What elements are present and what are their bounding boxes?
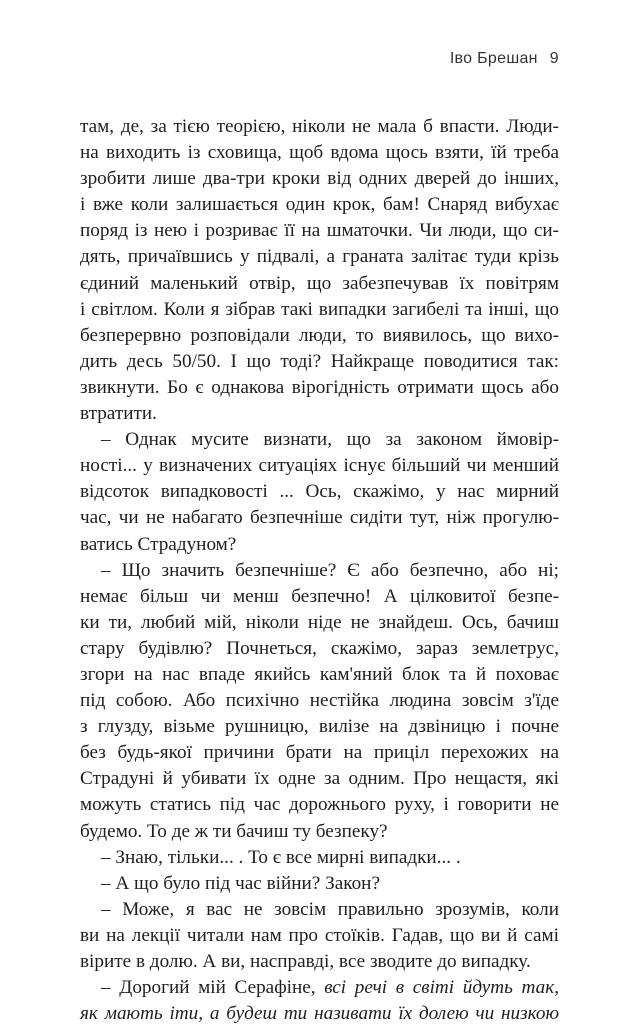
- text-line: на виходить із сховища, щоб вдома щось взяти, їй треба: [80, 142, 559, 164]
- text-span: – Дорогий мій Серафіне,: [101, 977, 325, 999]
- text-line: під собою. Або психічно нестійка людина зовсім з'їде: [80, 690, 559, 712]
- author-name: Іво Брешан: [449, 50, 538, 67]
- text-line: стару будівлю? Почнеться, скажімо, зараз землетрус,: [80, 637, 559, 659]
- body-text: [80, 114, 559, 1027]
- text-line: безперервно розповідали люди, то виявилось, що вихо-: [80, 324, 559, 346]
- running-head: [450, 50, 559, 68]
- text-line: ватись Страдуном?: [80, 533, 237, 555]
- text-line: немає більш чи менш безпечно! А цілковитої безпе-: [80, 585, 559, 607]
- text-line: дить десь 50/50. І що тоді? Найкраще поводитися так:: [80, 350, 559, 372]
- text-line: [80, 975, 559, 1001]
- text-line: і вже коли залишається один крок, бам! Снаряд вибухає: [80, 194, 559, 216]
- text-line: і світлом. Коли я зібрав такі випадки загибелі та інші, що: [80, 298, 559, 320]
- italic-text-span: всі речі в світі йдуть так,: [324, 977, 559, 999]
- text-line: відсоток випадковості ... Ось, скажімо, у нас мирний: [80, 481, 559, 503]
- text-line: – Однак мусите визнати, що за законом ймовір-: [101, 429, 559, 451]
- text-line: будемо. То де ж ти бачиш ту безпеку?: [80, 820, 388, 842]
- text-line: як мають іти, а будеш ти називати їх долею чи низкою: [80, 1003, 559, 1025]
- text-line: час, чи не набагато безпечніше сидіти тут, ніж прогулю-: [80, 507, 559, 529]
- text-line: – Що значить безпечніше? Є або безпечно, або ні;: [101, 559, 559, 581]
- text-line: можуть статись під час дорожнього руху, і говорити не: [80, 794, 559, 816]
- text-line: поряд із нею і розриває її на шматочки. Чи люди, що си-: [80, 220, 559, 242]
- text-line: єдиний маленький отвір, що забезпечував їх повітрям: [80, 272, 559, 294]
- text-line: дять, причаївшись у підвалі, а граната залітає туди крізь: [80, 246, 559, 268]
- page-number: 9: [549, 50, 559, 67]
- text-line: вірите в долю. А ви, насправді, все зводите до випадку.: [80, 951, 531, 972]
- text-line: з глузду, візьме рушницю, вилізе на дзвіницю і почне: [80, 716, 559, 738]
- text-line: – Може, я вас не зовсім правильно зрозумів, коли: [101, 898, 559, 920]
- text-line: втратити.: [80, 403, 157, 425]
- text-line: без будь-якої причини брати на приціл перехожих на: [80, 742, 559, 764]
- text-line: ки ти, любий мій, ніколи ніде не знайдеш. Ось, бачиш: [80, 611, 559, 633]
- text-line: звикнути. Бо є однакова вірогідність отримати щось або: [80, 376, 559, 398]
- text-line: згори на нас впаде якийсь кам'яний блок та й поховає: [80, 663, 559, 685]
- text-line: ви на лекції читали нам про стоїків. Гадав, що ви й самі: [80, 924, 559, 946]
- text-line: Страдуні й убивати їх одне за одним. Про нещастя, які: [80, 768, 559, 790]
- text-line: ності... у визначених ситуаціях існує більший чи менший: [80, 455, 559, 477]
- text-line: – А що було під час війни? Закон?: [101, 872, 380, 894]
- text-line: – Знаю, тільки... . То є все мирні випадки... .: [101, 846, 461, 868]
- text-line: зробити лише два-три кроки від одних дверей до інших,: [80, 168, 559, 190]
- text-line: там, де, за тією теорією, ніколи не мала б впасти. Люди-: [80, 116, 559, 137]
